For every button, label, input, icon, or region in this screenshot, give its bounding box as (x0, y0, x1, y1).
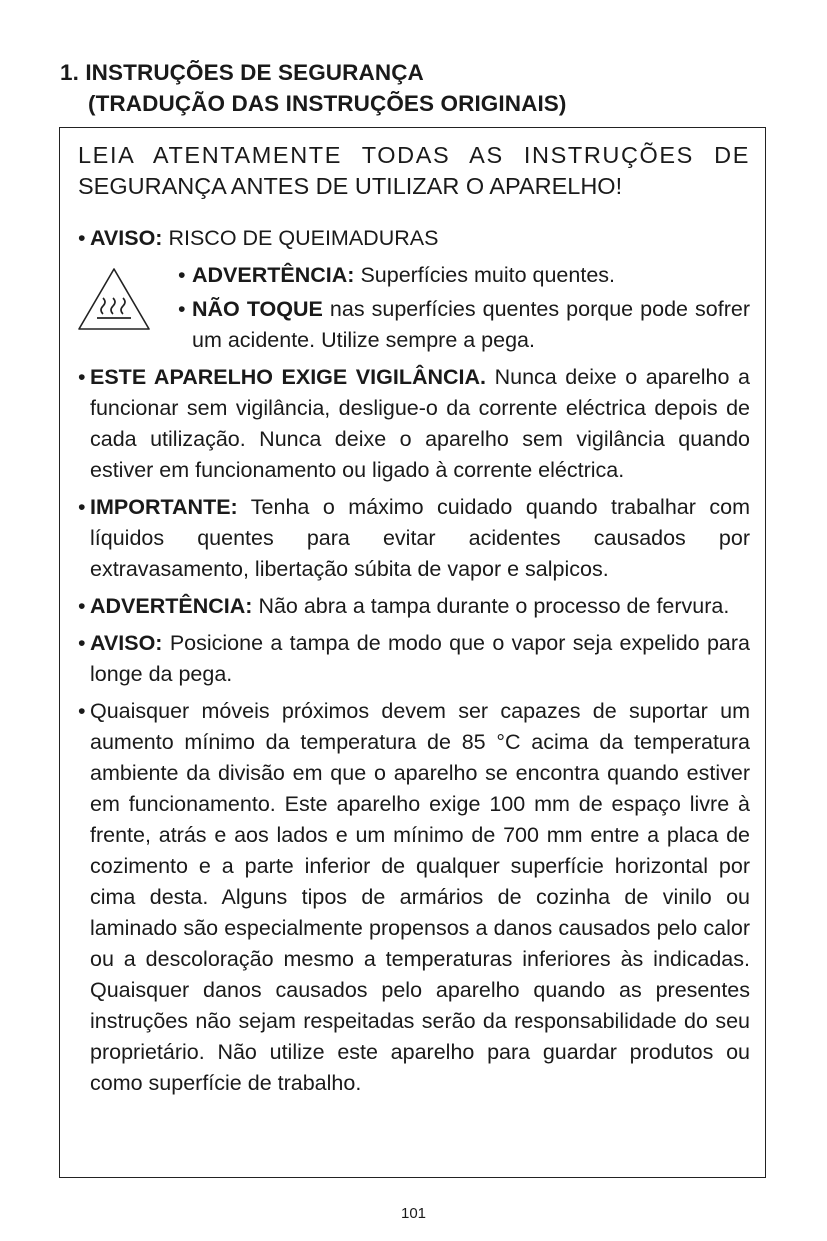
item-label: AVISO: (90, 631, 163, 655)
item-text: RISCO DE QUEIMADURAS (168, 226, 439, 250)
item-text: Posicione a tampa de modo que o vapor seja expelido para longe da pega. (90, 631, 750, 686)
item-burn-risk (78, 223, 750, 254)
item-furniture-clearance (78, 696, 750, 1099)
safety-items (78, 223, 750, 1105)
hot-surface-group (78, 260, 750, 356)
item-label: ADVERTÊNCIA: (90, 594, 253, 618)
section-heading (60, 57, 567, 119)
item-lid-warning (78, 591, 750, 622)
item-vigilance (78, 362, 750, 486)
item-hot-surfaces (178, 260, 750, 291)
item-label: NÃO TOQUE (192, 297, 323, 321)
item-text: Nunca deixe o aparelho a funcionar sem vigilância, desligue-o da corrente eléctrica depois de cada utilização. Nunca deixe o aparelho sem vigilância quando estiver em funcionamento ou ligado à corrente eléctrica. (90, 365, 750, 482)
bullet: • (78, 365, 86, 389)
bullet: • (78, 495, 86, 519)
bullet: • (178, 297, 186, 321)
bullet: • (178, 263, 186, 287)
item-do-not-touch (178, 294, 750, 356)
item-text: nas superfícies quentes porque pode sofrer um acidente. Utilize sempre a pega. (192, 297, 750, 352)
item-text: Superfícies muito quentes. (360, 263, 615, 287)
item-text: Quaisquer móveis próximos devem ser capazes de suportar um aumento mínimo da temperatura de 85 °C acima da temperatura ambiente da divisão em que o aparelho se encontra quando estiver em funcionamento. Este aparelho exige 100 mm de espaço livre à frente, atrás e aos lados e um mínimo de 700 mm entre a placa de cozimento e a parte inferior de qualquer superfície horizontal por cima desta. Alguns tipos de armários de cozinha de vinilo ou laminado são especialmente propensos a danos causados pelo calor ou a descoloração mesmo a temperaturas inferiores às indicadas. Quaisquer danos causados pelo aparelho quando as presentes instruções não sejam respeitadas serão da responsabilidade do seu proprietário. Não utilize este aparelho para guardar produtos ou como superfície de trabalho. (90, 699, 750, 1095)
bullet: • (78, 226, 86, 250)
lead-warning (78, 140, 750, 202)
page-number: 101 (400, 1205, 427, 1222)
heading-line-2: (TRADUÇÃO DAS INSTRUÇÕES ORIGINAIS) (88, 91, 567, 116)
item-label: AVISO: (90, 226, 163, 250)
item-label: ESTE APARELHO EXIGE VIGILÂNCIA. (90, 365, 487, 389)
bullet: • (78, 699, 86, 723)
heading-line-1: 1. INSTRUÇÕES DE SEGURANÇA (60, 60, 424, 85)
item-label: IMPORTANTE: (90, 495, 238, 519)
bullet: • (78, 631, 86, 655)
item-text: Não abra a tampa durante o processo de fervura. (258, 594, 730, 618)
lead-line-2: SEGURANÇA ANTES DE UTILIZAR O APARELHO! (78, 173, 623, 199)
bullet: • (78, 594, 86, 618)
item-text: Tenha o máximo cuidado quando trabalhar com líquidos quentes para evitar acidentes causados por extravasamento, libertação súbita de vapor e salpicos. (90, 495, 750, 581)
hot-surface-warning-icon (76, 266, 152, 332)
item-steam-warning (78, 628, 750, 690)
item-important (78, 492, 750, 585)
item-label: ADVERTÊNCIA: (192, 263, 355, 287)
lead-line-1: LEIA ATENTAMENTE TODAS AS INSTRUÇÕES DE (78, 142, 750, 168)
